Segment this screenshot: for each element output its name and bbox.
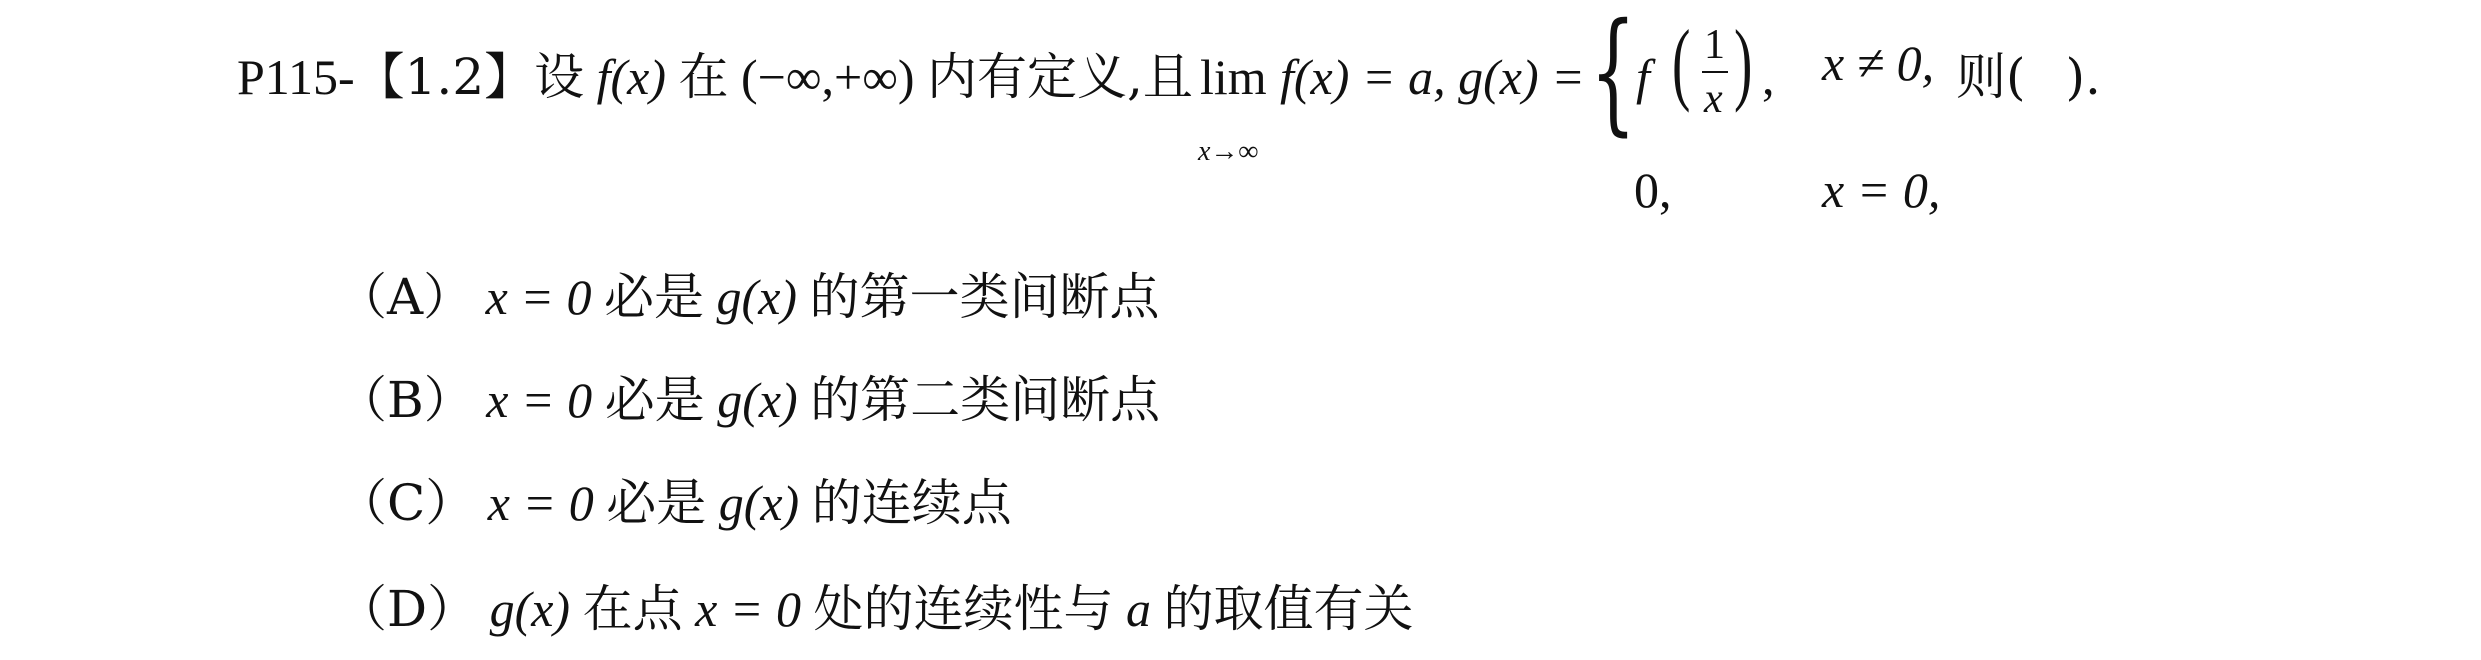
left-paren: ( — [1672, 11, 1691, 113]
function-f: f(x) — [596, 49, 667, 105]
option-c[interactable] — [337, 474, 1012, 532]
limit-subscript: x→∞ — [1198, 136, 1259, 167]
option-label: （D） — [337, 580, 478, 638]
fraction-bar — [1702, 71, 1728, 73]
limit-word: lim — [1200, 49, 1267, 105]
option-tail: 处的连续性与 — [813, 580, 1114, 638]
question-intro: 设 — [534, 48, 585, 106]
question-ref: P115- — [237, 49, 355, 105]
option-a[interactable] — [337, 268, 1160, 326]
option-func: g(x) — [717, 372, 798, 428]
piece2-value: 0, — [1634, 162, 1672, 218]
option-func: g(x) — [718, 475, 800, 531]
answer-blank — [1956, 48, 2101, 106]
option-func: g(x) — [489, 581, 571, 637]
then-text: 则( — [1956, 48, 2026, 106]
fraction-numerator: 1 — [1704, 22, 1725, 68]
option-mid: 必是 — [606, 474, 707, 532]
defined-text: 内有定义,且 — [927, 48, 1193, 106]
piece1-f: f — [1636, 49, 1650, 105]
option-tail: 的第一类间断点 — [809, 268, 1160, 326]
option-d[interactable] — [337, 580, 1414, 638]
left-brace: { — [1590, 0, 1637, 149]
option-mid: 在点 — [582, 580, 683, 638]
option-var: a — [1126, 581, 1152, 637]
option-label: （A） — [337, 268, 474, 326]
option-tail2: 的取值有关 — [1163, 580, 1414, 638]
piece1-condition: x ≠ 0, — [1822, 35, 1935, 91]
option-mid: 必是 — [604, 371, 705, 429]
piece2-condition: x = 0, — [1822, 162, 1941, 218]
question-stem — [237, 48, 1193, 106]
option-tail: 的连续点 — [811, 474, 1012, 532]
option-func: g(x) — [716, 269, 798, 325]
option-label: （B） — [337, 371, 474, 429]
option-label: （C） — [337, 474, 476, 532]
limit-expression: f(x) = a, g(x) = — [1280, 49, 1585, 105]
option-math: x = 0 — [487, 475, 594, 531]
fraction-denominator: x — [1704, 76, 1723, 122]
option-tail: 的第二类间断点 — [810, 371, 1161, 429]
close-text: ). — [2065, 48, 2101, 106]
piece1-comma: , — [1762, 49, 1775, 105]
option-b[interactable] — [337, 371, 1161, 429]
option-math: x = 0 — [695, 581, 802, 637]
question-number: 【1.2】 — [354, 48, 535, 106]
option-math: x = 0 — [486, 372, 593, 428]
in-text: 在 — [678, 48, 729, 106]
interval: (−∞,+∞) — [741, 49, 915, 105]
option-math: x = 0 — [485, 269, 592, 325]
right-paren: ) — [1734, 11, 1753, 113]
option-mid: 必是 — [604, 268, 705, 326]
